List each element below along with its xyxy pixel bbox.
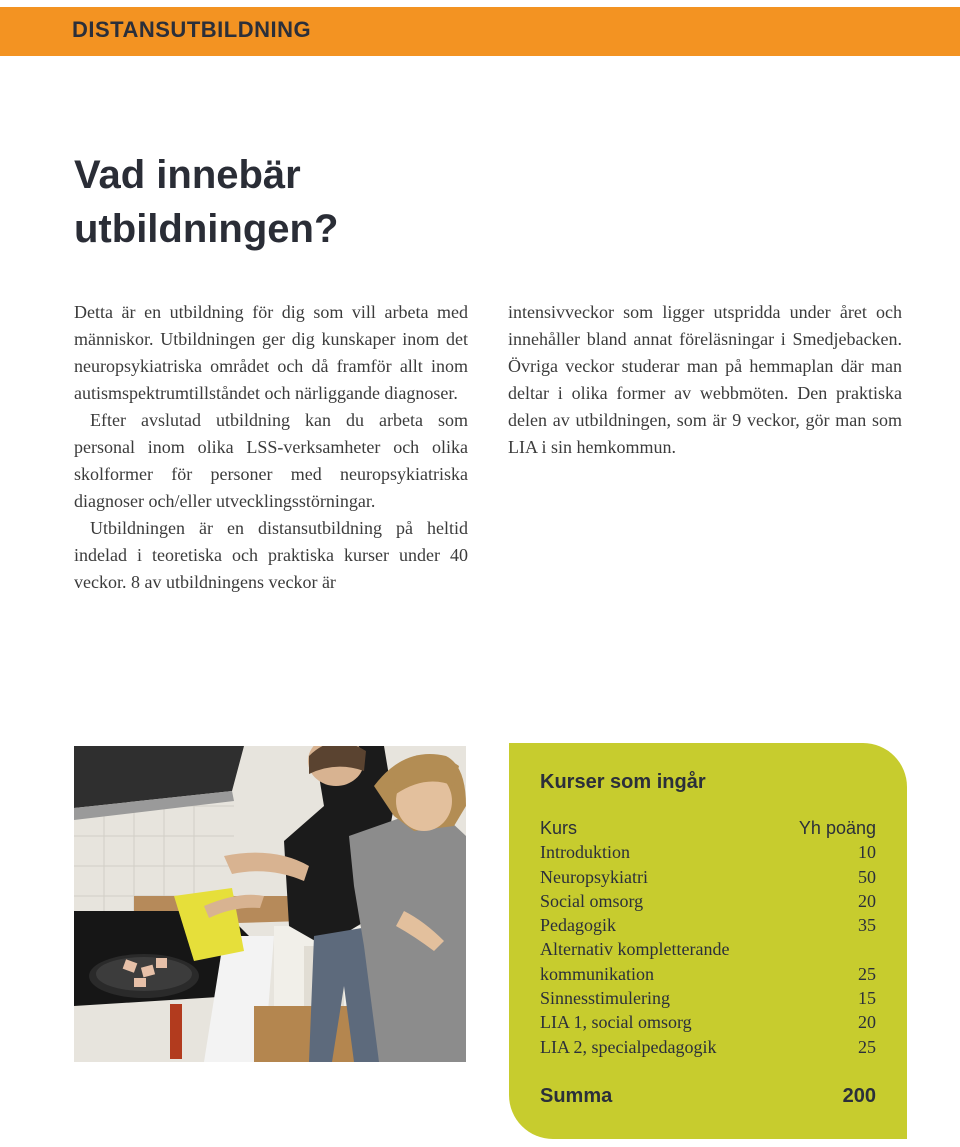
body-paragraph: intensivveckor som ligger utspridda under året och innehåller bland annat föreläsningar i Smedjebacken. Övriga veckor studerar man på hemmaplan där man deltar i olika former av webbmöten. Den praktiska delen av utbildningen, som är 9 veckor, gör man som LIA i sin hemkommun.: [508, 302, 902, 457]
course-box: [509, 743, 907, 1139]
sum-row: [540, 1085, 876, 1108]
page-title-line-1: Vad innebär: [74, 153, 301, 197]
table-row: [540, 939, 876, 963]
course-table-header: [540, 818, 876, 842]
body-paragraph: Utbildningen är en distansutbildning på heltid indelad i teoretiska och praktiska kurser under 40 veckor. 8 av utbildningens veckor är: [74, 518, 468, 592]
course-points: 50: [858, 866, 876, 887]
kitchen-photo: [74, 746, 466, 1062]
course-box-title: Kurser som ingår: [540, 771, 706, 793]
body-column-right: [508, 299, 902, 461]
course-points: [779, 939, 876, 963]
page-title: [74, 148, 494, 256]
course-column-header: Kurs: [540, 818, 578, 838]
points-column-header: Yh poäng: [798, 818, 876, 838]
course-table: [540, 818, 876, 1061]
section-label: DISTANSUTBILDNING: [72, 17, 312, 42]
course-name: Social omsorg: [540, 890, 644, 911]
sum-label: Summa: [540, 1085, 613, 1107]
course-name: Neuropsykiatri: [540, 866, 648, 887]
body-column-left: [74, 299, 468, 596]
course-points: 20: [858, 1012, 876, 1033]
course-name: Alternativ kompletterande: [540, 939, 730, 960]
course-points: 25: [858, 1036, 876, 1057]
table-row: [540, 1037, 876, 1061]
body-paragraph: Detta är en utbildning för dig som vill arbeta med människor. Utbildningen ger dig kunskaper inom det neuropsykiatriska området och då framför allt inom autismspektrumtillståndet och närliggande diagnoser.: [74, 302, 468, 403]
sum-value: 200: [842, 1085, 876, 1107]
page-title-line-2: utbildningen?: [74, 207, 339, 251]
course-name: Introduktion: [540, 842, 630, 863]
course-name: LIA 1, social omsorg: [540, 1012, 692, 1033]
course-points: 15: [858, 988, 876, 1009]
table-row: [540, 891, 876, 915]
course-points: 10: [858, 842, 876, 863]
course-name: Pedagogik: [540, 915, 616, 936]
header-band: [0, 7, 960, 56]
table-row: [540, 867, 876, 891]
course-name: kommunikation: [540, 963, 654, 984]
kitchen-photo-illustration: [74, 746, 466, 1062]
course-name: Sinnesstimulering: [540, 988, 670, 1009]
body-paragraph: Efter avslutad utbildning kan du arbeta som personal inom olika LSS-verksamheter och olika skolformer för personer med neuropsykiatriska diagnoser och/eller utvecklingsstörningar.: [74, 410, 468, 511]
table-row: [540, 1012, 876, 1036]
course-name: LIA 2, specialpedagogik: [540, 1036, 717, 1057]
table-row: [540, 842, 876, 866]
table-row: [540, 915, 876, 939]
table-row: [540, 988, 876, 1012]
course-points: 25: [858, 963, 876, 984]
course-points: 35: [858, 915, 876, 936]
course-points: 20: [858, 890, 876, 911]
table-row: [540, 964, 876, 988]
